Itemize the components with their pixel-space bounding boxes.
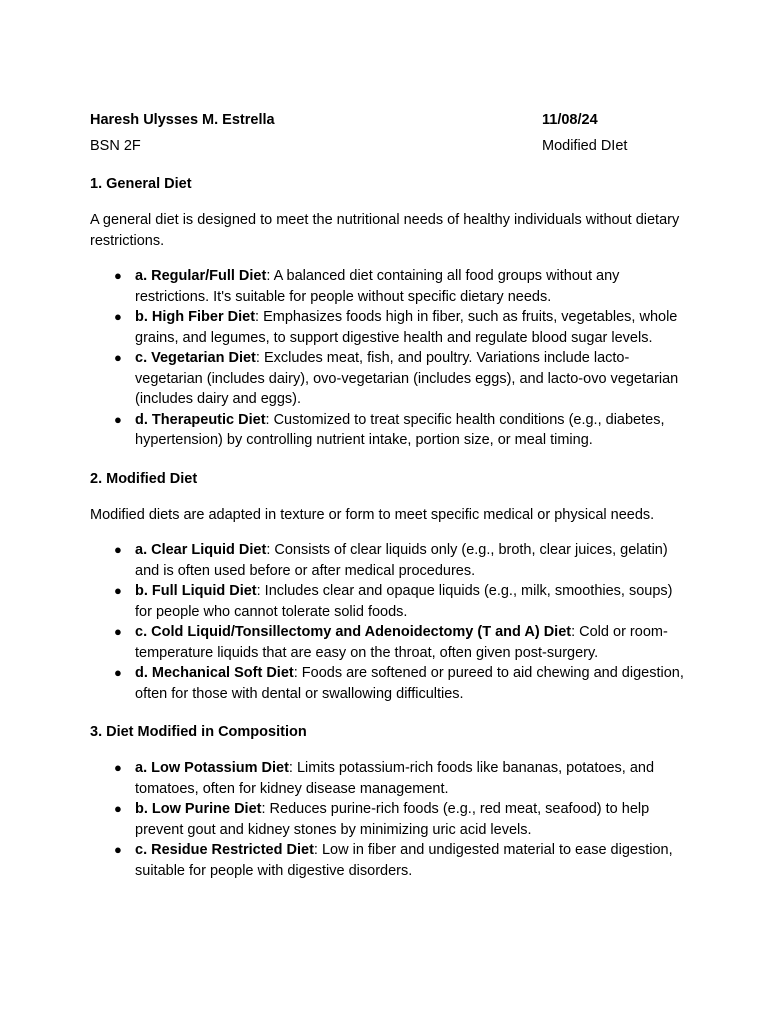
diet-list-item: [90, 307, 690, 348]
course-section: BSN 2F: [90, 138, 141, 154]
diet-term: c. Cold Liquid/Tonsillectomy and Adenoidectomy (T and A) Diet: [135, 624, 572, 640]
section-heading: 1. General Diet: [90, 176, 192, 192]
diet-list-item: [90, 540, 690, 581]
section-heading: 2. Modified Diet: [90, 470, 198, 487]
bullet-icon: ●: [114, 583, 122, 598]
diet-list-item: [90, 266, 690, 307]
document-topic: Modified DIet: [542, 138, 628, 154]
diet-description: : Foods are softened or pureed to aid chewing and digestion, often for those with dental or swallowing difficulties.: [135, 665, 684, 702]
diet-description: : Low in fiber and undigested material to ease digestion, suitable for people with digestive disorders.: [135, 842, 673, 879]
diet-description: : Emphasizes foods high in fiber, such as fruits, vegetables, whole grains, and legumes, to support digestive health and regulate blood sugar levels.: [135, 309, 678, 346]
diet-description: : Excludes meat, fish, and poultry. Variations include lacto-vegetarian (includes dairy), ovo-vegetarian (includes eggs), and lacto-ovo vegetarian (includes dairy and eggs).: [135, 350, 679, 407]
section-intro: Modified diets are adapted in texture or form to meet specific medical or physical needs.: [90, 506, 655, 523]
bullet-icon: ●: [114, 665, 122, 680]
student-name: Haresh Ulysses M. Estrella: [90, 112, 275, 128]
diet-description: : Consists of clear liquids only (e.g., broth, clear juices, gelatin) and is often used before or after medical procedures.: [135, 542, 668, 579]
diet-list-item: [90, 758, 690, 799]
diet-list-item: [90, 663, 690, 704]
diet-description: : Cold or room-temperature liquids that are easy on the throat, often given post-surgery.: [135, 624, 668, 661]
diet-list-item: [90, 348, 690, 410]
diet-list: [90, 266, 690, 451]
diet-description: : Reduces purine-rich foods (e.g., red meat, seafood) to help prevent gout and kidney stones by minimizing uric acid levels.: [135, 801, 650, 838]
diet-term: d. Therapeutic Diet: [135, 411, 266, 428]
diet-term: c. Residue Restricted Diet: [135, 842, 314, 858]
diet-term: a. Low Potassium Diet: [135, 760, 289, 776]
diet-term: b. Low Purine Diet: [135, 801, 262, 817]
diet-term: c. Vegetarian Diet: [135, 350, 256, 366]
bullet-icon: ●: [114, 801, 122, 816]
diet-list-item: [90, 622, 690, 663]
diet-list: [90, 758, 690, 881]
diet-list: [90, 540, 690, 704]
diet-description: : Limits potassium-rich foods like bananas, potatoes, and tomatoes, often for kidney disease management.: [135, 760, 655, 797]
diet-list-item: [90, 410, 690, 451]
bullet-icon: ●: [114, 350, 122, 365]
bullet-icon: ●: [114, 309, 122, 324]
document-body: [90, 174, 690, 881]
diet-term: d. Mechanical Soft Diet: [135, 665, 294, 681]
diet-list-item: [90, 581, 690, 622]
diet-term: a. Regular/Full Diet: [135, 268, 267, 284]
diet-description: : A balanced diet containing all food groups without any restrictions. It's suitable for people without specific dietary needs.: [135, 268, 620, 305]
bullet-icon: ●: [114, 411, 122, 427]
diet-list-item: [90, 840, 690, 881]
diet-description: : Customized to treat specific health conditions (e.g., diabetes, hypertension) by controlling nutrient intake, portion size, or meal timing.: [135, 411, 665, 448]
diet-term: b. High Fiber Diet: [135, 309, 256, 325]
document-date: 11/08/24: [542, 112, 598, 128]
section-intro: A general diet is designed to meet the nutritional needs of healthy individuals without dietary restrictions.: [90, 212, 680, 249]
section-heading: 3. Diet Modified in Composition: [90, 724, 307, 740]
diet-term: a. Clear Liquid Diet: [135, 542, 267, 558]
bullet-icon: ●: [114, 542, 122, 557]
bullet-icon: ●: [114, 624, 122, 639]
diet-description: : Includes clear and opaque liquids (e.g., milk, smoothies, soups) for people who cannot tolerate solid foods.: [135, 583, 673, 620]
diet-term: b. Full Liquid Diet: [135, 583, 257, 599]
bullet-icon: ●: [114, 842, 122, 857]
bullet-icon: ●: [114, 760, 122, 775]
bullet-icon: ●: [114, 268, 122, 283]
diet-list-item: [90, 799, 690, 840]
